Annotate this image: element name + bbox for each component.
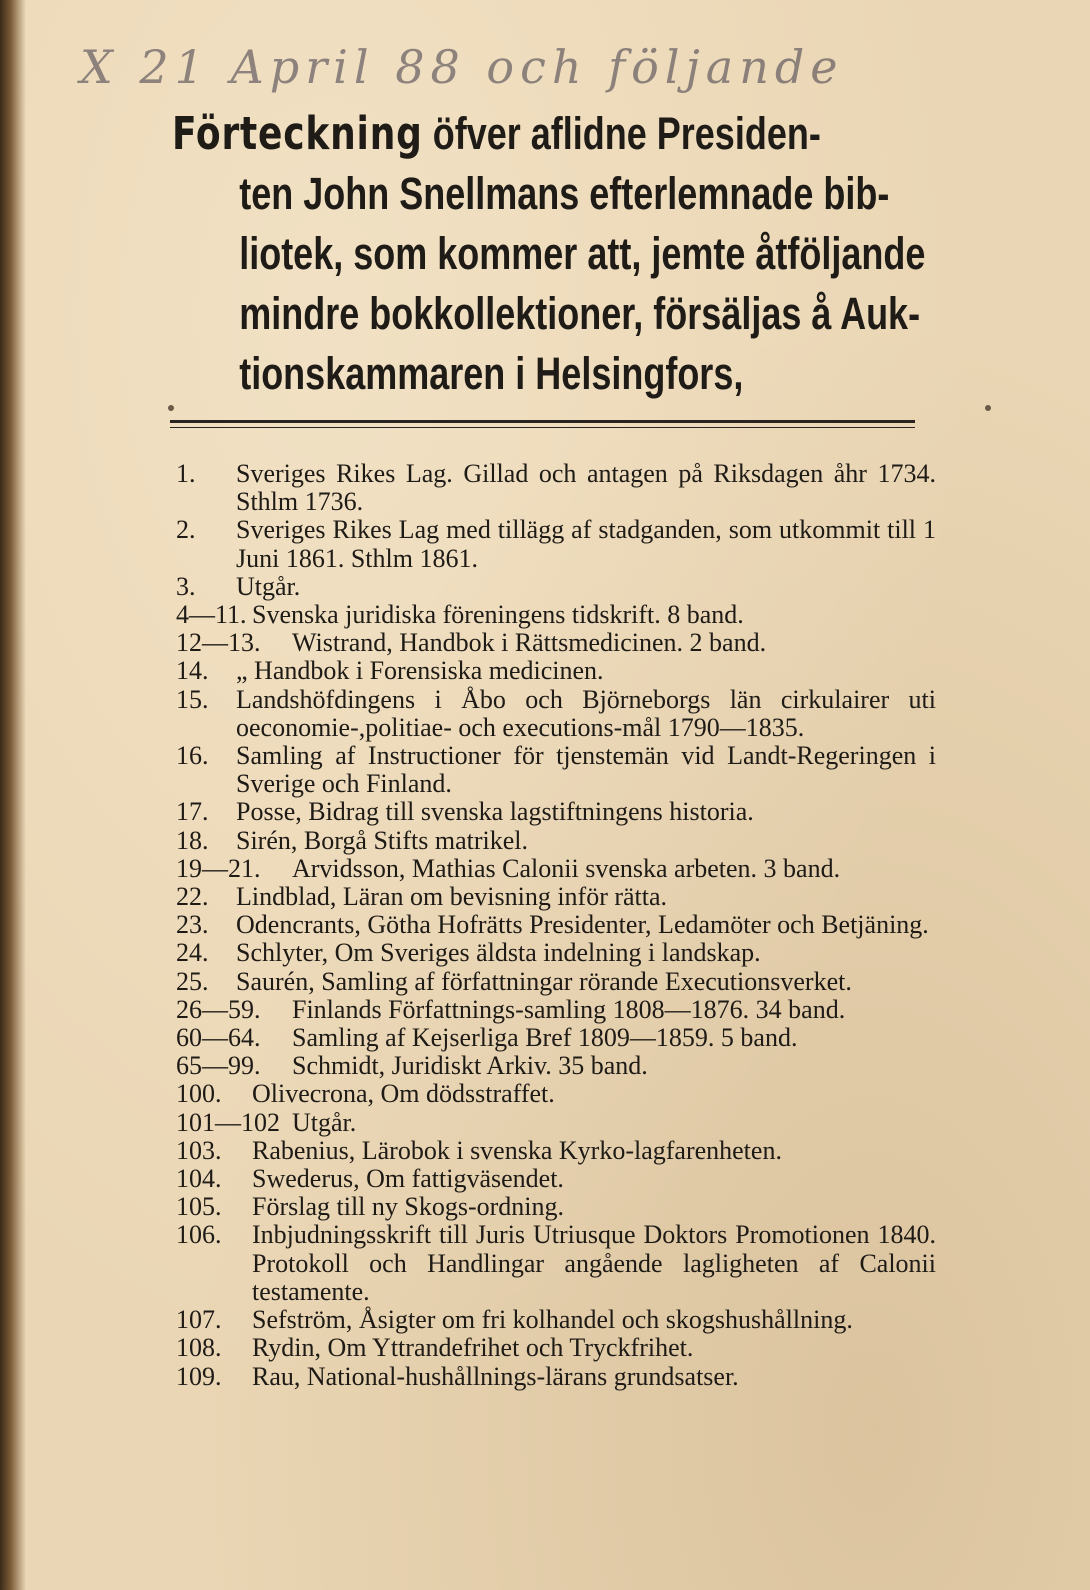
- entry-text: Posse, Bidrag till svenska lagstiftningens historia.: [236, 797, 754, 827]
- ink-speck: [985, 405, 991, 411]
- title-line-1-rest: öfver aflidne Presiden-: [432, 108, 821, 159]
- entry-text: Finlands Författnings-samling 1808—1876. 34 band.: [292, 994, 846, 1024]
- title-line-4: mindre bokkollektioner, försäljas å Auk-: [239, 288, 921, 339]
- entry-text: Rydin, Om Yttrandefrihet och Tryckfrihet.: [252, 1333, 694, 1363]
- entry-text: Svenska juridiska föreningens tidskrift. 8 band.: [252, 600, 744, 630]
- catalogue-entry: [176, 1334, 936, 1362]
- catalogue-entry: [176, 798, 936, 826]
- catalogue-entry: [176, 939, 936, 967]
- catalogue-entry: [176, 460, 936, 516]
- catalogue-entry: [176, 686, 936, 742]
- entry-number: 60—64.: [176, 1023, 261, 1053]
- entry-number: 17.: [176, 797, 209, 827]
- entry-text: Schmidt, Juridiskt Arkiv. 35 band.: [292, 1051, 648, 1081]
- catalogue-entry: [176, 1165, 936, 1193]
- page-edge-shadow: [0, 0, 26, 1590]
- entry-number: 2.: [176, 515, 196, 545]
- entry-text: Rabenius, Lärobok i svenska Kyrko-lagfarenheten.: [252, 1135, 782, 1165]
- entry-number: 18.: [176, 825, 209, 855]
- catalogue-list: [176, 460, 936, 1391]
- entry-text: Samling af Instructioner för tjenstemän vid Landt-Regeringen i Sverige och Finland.: [236, 741, 936, 799]
- entry-number: 106.: [176, 1220, 222, 1250]
- entry-text: Utgår.: [236, 571, 301, 601]
- entry-number: 1.: [176, 459, 196, 488]
- entry-text: Utgår.: [292, 1107, 357, 1137]
- entry-text: Förslag till ny Skogs-ordning.: [252, 1192, 565, 1222]
- entry-number: 12—13.: [176, 628, 261, 658]
- title-line-1: [172, 104, 821, 164]
- entry-text: Swederus, Om fattigväsendet.: [252, 1164, 564, 1194]
- document-title: [172, 104, 926, 404]
- entry-text: Odencrants, Götha Hofrätts Presidenter, Ledamöter och Betjäning.: [236, 910, 929, 940]
- entry-number: 14.: [176, 656, 209, 686]
- entry-text: Sirén, Borgå Stifts matrikel.: [236, 825, 528, 855]
- catalogue-entry: [176, 742, 936, 798]
- entry-text: Rau, National-hushållnings-lärans grundsatser.: [252, 1361, 739, 1391]
- catalogue-entry: [176, 1193, 936, 1221]
- catalogue-entry: [176, 573, 936, 601]
- entry-text: Arvidsson, Mathias Calonii svenska arbeten. 3 band.: [292, 853, 841, 883]
- catalogue-entry: [176, 1363, 936, 1391]
- entry-text: „ Handbok i Forensiska medicinen.: [236, 656, 604, 686]
- entry-number: 100.: [176, 1079, 222, 1109]
- entry-text: Lindblad, Läran om bevisning inför rätta.: [236, 882, 668, 912]
- catalogue-entry: [176, 911, 936, 939]
- catalogue-entry: [176, 629, 936, 657]
- catalogue-entry: [176, 855, 936, 883]
- handwritten-note: X 21 April 88 och följande: [80, 40, 844, 94]
- entry-number: 3.: [176, 571, 196, 601]
- catalogue-entry: [176, 601, 936, 629]
- entry-number: 23.: [176, 910, 209, 940]
- entry-number: 19—21.: [176, 853, 261, 883]
- entry-text: Sveriges Rikes Lag. Gillad och antagen på Riksdagen åhr 1734. Sthlm 1736.: [236, 459, 936, 517]
- entry-number: 108.: [176, 1333, 222, 1363]
- entry-text: Inbjudningsskrift till Juris Utriusque Doktors Promotionen 1840. Protokoll och Handlingar angående lagligheten af Calonii testamente.: [252, 1220, 936, 1306]
- entry-number: 107.: [176, 1305, 222, 1335]
- entry-number: 103.: [176, 1135, 222, 1165]
- catalogue-entry: [176, 1137, 936, 1165]
- catalogue-entry: [176, 827, 936, 855]
- entry-number: 104.: [176, 1164, 222, 1194]
- catalogue-entry: [176, 1306, 936, 1334]
- entry-text: Sveriges Rikes Lag med tillägg af stadganden, som utkommit till 1 Juni 1861. Sthlm 1861.: [236, 515, 936, 573]
- entry-number: 25.: [176, 966, 209, 996]
- handwritten-annotation: [40, 14, 980, 104]
- entry-text: Wistrand, Handbok i Rättsmedicinen. 2 band.: [292, 628, 767, 658]
- entry-number: 26—59.: [176, 994, 261, 1024]
- entry-text: Landshöfdingens i Åbo och Björneborgs län cirkulairer uti oeconomie-,politiae- och executions-mål 1790—1835.: [236, 684, 936, 742]
- catalogue-entry: [176, 516, 936, 572]
- title-line-5: tionskammaren i Helsingfors,: [239, 348, 744, 399]
- entry-text: Saurén, Samling af författningar rörande Executionsverket.: [236, 966, 852, 996]
- title-rule-thick: [170, 420, 915, 423]
- catalogue-entry: [176, 883, 936, 911]
- catalogue-entry: [176, 1080, 936, 1108]
- entry-number: 105.: [176, 1192, 222, 1222]
- catalogue-entry: [176, 1052, 936, 1080]
- title-rule-thin: [170, 427, 915, 428]
- entry-number: 4—11.: [176, 600, 247, 630]
- ink-speck: [168, 405, 174, 411]
- title-line-3: liotek, som kommer att, jemte åtföljande: [239, 228, 926, 279]
- entry-number: 15.: [176, 684, 209, 714]
- entry-number: 22.: [176, 882, 209, 912]
- title-lead-word: Förteckning: [172, 107, 423, 160]
- catalogue-entry: [176, 1221, 936, 1306]
- catalogue-entry: [176, 1109, 936, 1137]
- catalogue-entry: [176, 657, 936, 685]
- catalogue-entry: [176, 1024, 936, 1052]
- entry-text: Samling af Kejserliga Bref 1809—1859. 5 band.: [292, 1023, 798, 1053]
- entry-text: Olivecrona, Om dödsstraffet.: [252, 1079, 555, 1109]
- entry-number: 16.: [176, 741, 209, 771]
- entry-number: 65—99.: [176, 1051, 261, 1081]
- entry-number: 101—102: [176, 1107, 280, 1137]
- entry-text: Schlyter, Om Sveriges äldsta indelning i landskap.: [236, 938, 761, 968]
- entry-number: 24.: [176, 938, 209, 968]
- catalogue-entry: [176, 968, 936, 996]
- entry-number: 109.: [176, 1361, 222, 1391]
- title-line-2: ten John Snellmans efterlemnade bib-: [239, 168, 890, 219]
- catalogue-entry: [176, 996, 936, 1024]
- entry-text: Sefström, Åsigter om fri kolhandel och skogshushållning.: [252, 1305, 853, 1335]
